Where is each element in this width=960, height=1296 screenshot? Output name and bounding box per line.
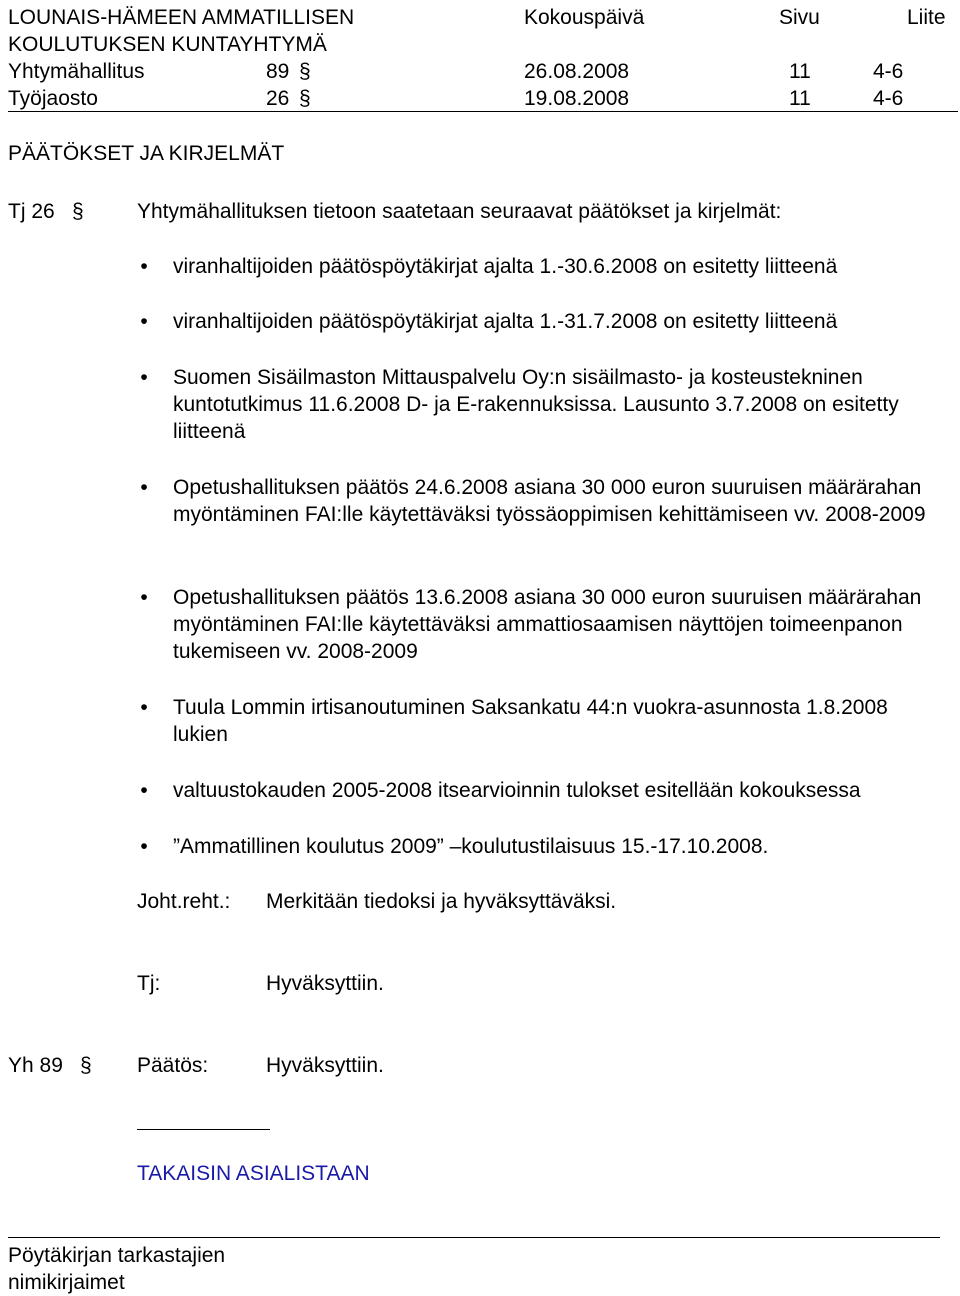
header-col-date: Kokouspäivä <box>524 6 645 29</box>
list-item-text: Tuula Lommin irtisanoutuminen Saksankatu 44:n vuokra-asunnosta 1.8.2008 lukien <box>173 696 888 746</box>
header-col-attachment: Liite <box>907 6 946 29</box>
header-row-number: 26 <box>266 87 290 110</box>
header-row-page: 11 <box>789 60 811 83</box>
org-name-line1: LOUNAIS-HÄMEEN AMMATILLISEN <box>8 6 355 29</box>
footer-divider <box>8 1237 940 1238</box>
header-row-date: 26.08.2008 <box>524 60 630 83</box>
list-item-text: Opetushallituksen päätös 13.6.2008 asiana 30 000 euron suuruisen määrärahan myöntäminen FAI:lle käytettäväksi ammattiosaamisen näyttöjen toimeenpanon tukemiseen vv. 2008-2009 <box>173 586 922 663</box>
header-divider <box>8 111 958 112</box>
list-item-text: ”Ammatillinen koulutus 2009” –koulutustilaisuus 15.-17.10.2008. <box>173 835 769 858</box>
header-row-number: 89 <box>266 60 290 83</box>
list-item-text: viranhaltijoiden päätöspöytäkirjat ajalta 1.-31.7.2008 on esitetty liitteenä <box>173 310 838 333</box>
section-sign: § <box>80 1054 92 1077</box>
tj-intro: Yhtymähallituksen tietoon saatetaan seuraavat päätökset ja kirjelmät: <box>137 200 782 223</box>
bullet-icon: • <box>140 696 148 719</box>
list-item-text: Suomen Sisäilmaston Mittauspalvelu Oy:n sisäilmasto- ja kosteustekninen kuntotutkimus 11.6.2008 D- ja E-rakennuksissa. Lausunto 3.7.2008 on esitetty liitteenä <box>173 366 899 443</box>
yh-decision-label: Päätös: <box>137 1054 209 1077</box>
header-col-page: Sivu <box>779 6 820 29</box>
page-title: PÄÄTÖKSET JA KIRJELMÄT <box>8 142 285 165</box>
bullet-icon: • <box>140 366 148 389</box>
bullet-icon: • <box>140 586 148 609</box>
header-row-attachment: 4-6 <box>873 60 904 83</box>
section-sign: § <box>72 200 84 223</box>
bullet-icon: • <box>140 310 148 333</box>
list-item-text: Opetushallituksen päätös 24.6.2008 asiana 30 000 euron suuruisen määrärahan myöntäminen FAI:lle käytettäväksi työssäoppimisen kehittämiseen vv. 2008-2009 <box>173 476 926 526</box>
section-sign: § <box>299 60 311 83</box>
list-item-text: valtuustokauden 2005-2008 itsearvioinnin tulokset esitellään kokouksessa <box>173 779 861 802</box>
back-to-agenda-link[interactable]: TAKAISIN ASIALISTAAN <box>137 1162 370 1185</box>
header-row-attachment: 4-6 <box>873 87 904 110</box>
bullet-icon: • <box>140 255 148 278</box>
footer-line2: nimikirjaimet <box>8 1271 125 1294</box>
header-row-date: 19.08.2008 <box>524 87 630 110</box>
tj-label: Tj 26 <box>8 200 55 223</box>
header-row-body: Työjaosto <box>8 87 98 110</box>
yh-decision-text: Hyväksyttiin. <box>266 1054 384 1077</box>
header-row-body: Yhtymähallitus <box>8 60 145 83</box>
signature-rule <box>137 1129 270 1130</box>
footer-line1: Pöytäkirjan tarkastajien <box>8 1244 226 1267</box>
bullet-icon: • <box>140 779 148 802</box>
bullet-icon: • <box>140 476 148 499</box>
tj-decision-label: Tj: <box>137 972 161 995</box>
yh-label: Yh 89 <box>8 1054 63 1077</box>
section-sign: § <box>299 87 311 110</box>
list-item-text: viranhaltijoiden päätöspöytäkirjat ajalta 1.-30.6.2008 on esitetty liitteenä <box>173 255 838 278</box>
proposal-text: Merkitään tiedoksi ja hyväksyttäväksi. <box>266 890 617 913</box>
header-row-page: 11 <box>789 87 811 110</box>
bullet-icon: • <box>140 835 148 858</box>
tj-decision-text: Hyväksyttiin. <box>266 972 384 995</box>
proposal-label: Joht.reht.: <box>137 890 231 913</box>
org-name-line2: KOULUTUKSEN KUNTAYHTYMÄ <box>8 33 327 56</box>
